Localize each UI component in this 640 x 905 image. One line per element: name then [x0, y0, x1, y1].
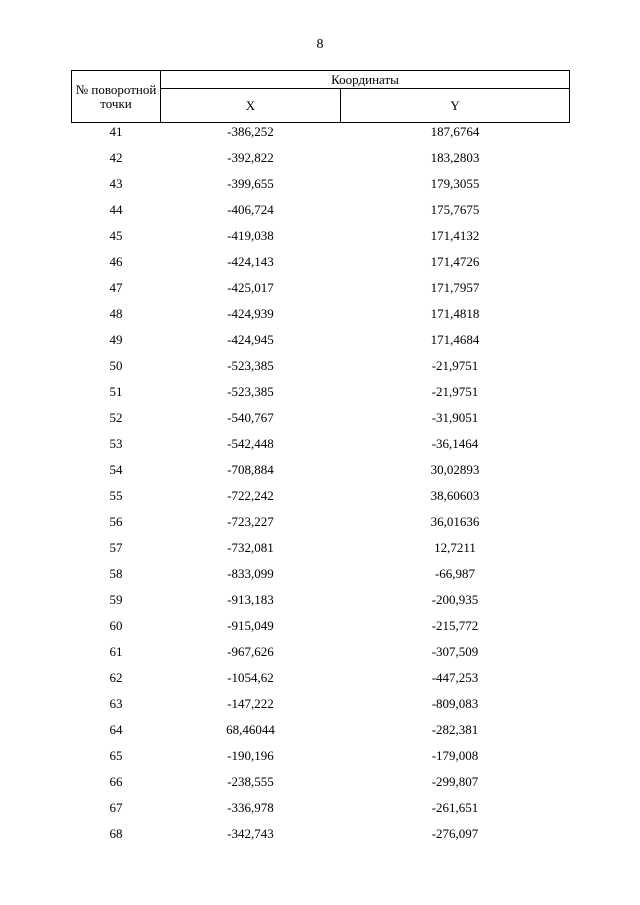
x-coordinate-cell: -723,227 [227, 514, 274, 529]
table-row [72, 201, 570, 227]
y-coordinate-cell: -307,509 [431, 644, 479, 659]
point-number-cell: 43 [109, 176, 123, 191]
table-row [72, 513, 570, 539]
x-coordinate-cell: -722,242 [227, 488, 274, 503]
table-row [72, 331, 570, 357]
table-row [72, 123, 570, 150]
y-coordinate-cell: -282,381 [431, 722, 479, 737]
table-row [72, 617, 570, 643]
point-number-cell: 52 [109, 410, 123, 425]
y-coordinate-cell: -276,097 [431, 826, 479, 841]
x-coordinate-cell: -425,017 [227, 280, 274, 295]
point-number-cell: 62 [109, 670, 123, 685]
x-coordinate-cell: -238,555 [227, 774, 274, 789]
point-number-cell: 47 [109, 280, 123, 295]
table-row [72, 539, 570, 565]
point-number-cell: 59 [109, 592, 123, 607]
table-row [72, 721, 570, 747]
table-row [72, 825, 570, 851]
x-coordinate-cell: -386,252 [227, 124, 274, 139]
y-coordinate-cell: 12,7211 [434, 540, 476, 555]
x-column-header: X [161, 89, 341, 123]
x-coordinate-cell: -967,626 [227, 644, 274, 659]
x-coordinate-cell: -1054,62 [227, 670, 274, 685]
point-number-cell: 53 [109, 436, 123, 451]
point-number-cell: 65 [109, 748, 123, 763]
table-row [72, 305, 570, 331]
table-row [72, 227, 570, 253]
y-coordinate-cell: 171,4132 [430, 228, 480, 243]
point-number-cell: 68 [109, 826, 123, 841]
table-body [72, 123, 570, 852]
point-number-cell: 48 [109, 306, 123, 321]
x-coordinate-cell: -523,385 [227, 358, 274, 373]
coordinates-header: Координаты [161, 71, 570, 89]
y-coordinate-cell: -66,987 [434, 566, 476, 581]
table-row [72, 461, 570, 487]
point-number-cell: 41 [109, 124, 123, 139]
table-row [72, 175, 570, 201]
table-row [72, 643, 570, 669]
table-row [72, 799, 570, 825]
table-row [72, 149, 570, 175]
x-coordinate-cell: -833,099 [227, 566, 274, 581]
x-coordinate-cell: -542,448 [227, 436, 274, 451]
y-coordinate-cell: -299,807 [431, 774, 479, 789]
page-number: 8 [316, 37, 324, 52]
table-row [72, 773, 570, 799]
y-coordinate-cell: -447,253 [431, 670, 479, 685]
table-row [72, 279, 570, 305]
table-row [72, 409, 570, 435]
y-coordinate-cell: -179,008 [431, 748, 479, 763]
y-coordinate-cell: 187,6764 [430, 124, 480, 139]
y-coordinate-cell: -21,9751 [431, 358, 479, 373]
y-coordinate-cell: -215,772 [431, 618, 479, 633]
x-coordinate-cell: -708,884 [227, 462, 274, 477]
point-number-cell: 67 [109, 800, 123, 815]
table-row [72, 669, 570, 695]
x-coordinate-cell: -406,724 [227, 202, 274, 217]
point-number-cell: 44 [109, 202, 123, 217]
point-number-cell: 57 [109, 540, 123, 555]
y-coordinate-cell: 175,7675 [430, 202, 480, 217]
x-coordinate-cell: -424,939 [227, 306, 274, 321]
point-number-cell: 58 [109, 566, 123, 581]
table-row [72, 253, 570, 279]
y-coordinate-cell: -31,9051 [431, 410, 479, 425]
y-column-header: Y [341, 89, 570, 123]
x-coordinate-cell: -399,655 [227, 176, 274, 191]
point-number-cell: 49 [109, 332, 123, 347]
y-coordinate-cell: 38,60603 [430, 488, 480, 503]
y-coordinate-cell: -21,9751 [431, 384, 479, 399]
table-header [72, 71, 570, 123]
y-coordinate-cell: -261,651 [431, 800, 479, 815]
table-row [72, 565, 570, 591]
point-number-cell: 61 [109, 644, 123, 659]
point-number-cell: 66 [109, 774, 123, 789]
x-coordinate-cell: -419,038 [227, 228, 274, 243]
y-coordinate-cell: 171,4726 [430, 254, 480, 269]
point-number-cell: 63 [109, 696, 123, 711]
point-number-cell: 45 [109, 228, 123, 243]
y-coordinate-cell: 171,4818 [430, 306, 480, 321]
table-row [72, 383, 570, 409]
y-coordinate-cell: 36,01636 [430, 514, 480, 529]
x-coordinate-cell: -915,049 [227, 618, 274, 633]
table-row [72, 591, 570, 617]
point-number-cell: 55 [109, 488, 123, 503]
y-coordinate-cell: -36,1464 [431, 436, 479, 451]
y-coordinate-cell: -200,935 [431, 592, 479, 607]
point-number-cell: 56 [109, 514, 123, 529]
point-number-cell: 51 [109, 384, 123, 399]
point-number-cell: 46 [109, 254, 123, 269]
y-coordinate-cell: 30,02893 [430, 462, 480, 477]
table-row [72, 435, 570, 461]
y-coordinate-cell: 179,3055 [430, 176, 480, 191]
table-row [72, 357, 570, 383]
y-coordinate-cell: -809,083 [431, 696, 479, 711]
x-coordinate-cell: -424,945 [227, 332, 274, 347]
x-coordinate-cell: -190,196 [227, 748, 274, 763]
x-coordinate-cell: -424,143 [227, 254, 274, 269]
x-coordinate-cell: -732,081 [227, 540, 274, 555]
x-coordinate-cell: -336,978 [227, 800, 274, 815]
coordinates-table [71, 70, 570, 851]
x-coordinate-cell: 68,46044 [226, 722, 275, 737]
y-coordinate-cell: 171,7957 [430, 280, 480, 295]
point-number-cell: 42 [109, 150, 123, 165]
x-coordinate-cell: -342,743 [227, 826, 274, 841]
table-row [72, 487, 570, 513]
table-row [72, 747, 570, 773]
x-coordinate-cell: -913,183 [227, 592, 274, 607]
table-row [72, 695, 570, 721]
x-coordinate-cell: -523,385 [227, 384, 274, 399]
y-coordinate-cell: 183,2803 [430, 150, 480, 165]
point-number-cell: 50 [109, 358, 123, 373]
point-number-cell: 64 [109, 722, 123, 737]
point-number-cell: 54 [109, 462, 123, 477]
point-number-header: № поворотной точки [72, 71, 161, 123]
y-coordinate-cell: 171,4684 [430, 332, 480, 347]
point-number-cell: 60 [109, 618, 123, 633]
x-coordinate-cell: -392,822 [227, 150, 274, 165]
x-coordinate-cell: -540,767 [227, 410, 274, 425]
x-coordinate-cell: -147,222 [227, 696, 274, 711]
